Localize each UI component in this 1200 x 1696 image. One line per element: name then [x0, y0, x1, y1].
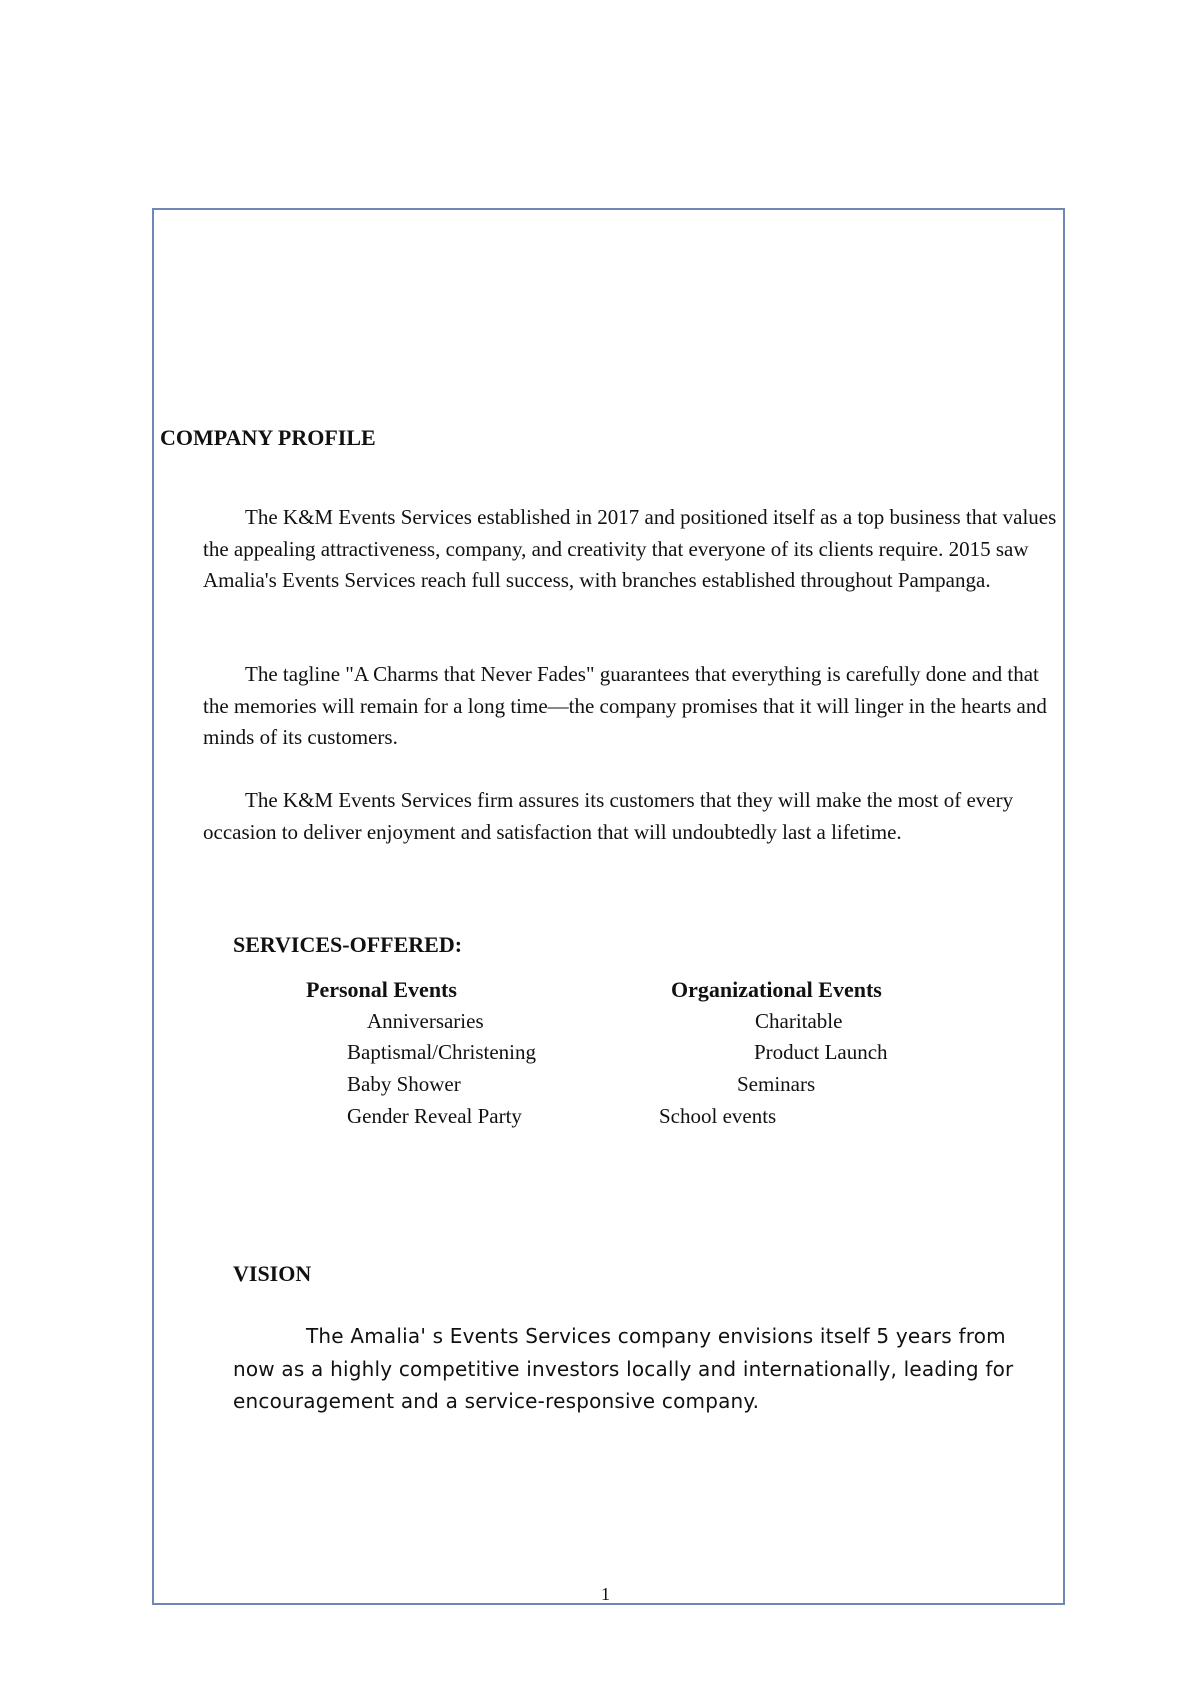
organizational-event-item: Product Launch — [754, 1040, 888, 1064]
personal-event-item: Baptismal/Christening — [347, 1040, 536, 1064]
page-number: 1 — [601, 1584, 610, 1604]
paragraph-1-text: The K&M Events Services established in 2017 and positioned itself as a top business that values the appealing attractiveness, company, and creativity that everyone of its clients require. 2015 saw Amalia's Events Services reach full success, with branches established throughout Pampanga. — [203, 505, 1057, 592]
organizational-event-item: School events — [659, 1104, 777, 1128]
vision-paragraph — [233, 1320, 1023, 1418]
page-title: COMPANY PROFILE — [160, 425, 376, 450]
personal-events-heading: Personal Events — [306, 977, 457, 1002]
personal-event-item: Gender Reveal Party — [347, 1104, 522, 1128]
personal-event-item: Anniversaries — [367, 1009, 484, 1033]
personal-event-item: Baby Shower — [347, 1072, 461, 1096]
organizational-event-item: Charitable — [755, 1009, 843, 1033]
vision-text: The Amalia' s Events Services company envisions itself 5 years from now as a highly competitive investors locally and internationally, leading for encouragement and a service-responsive company. — [233, 1324, 1014, 1413]
paragraph-2-text: The tagline "A Charms that Never Fades" guarantees that everything is carefully done and that the memories will remain for a long time—the company promises that it will linger in the hearts and minds of its customers. — [203, 662, 1047, 749]
paragraph-1 — [203, 502, 1063, 597]
organizational-event-item: Seminars — [737, 1072, 816, 1096]
services-heading: SERVICES-OFFERED: — [233, 932, 463, 957]
vision-heading: VISION — [233, 1261, 312, 1286]
paragraph-2 — [203, 659, 1063, 754]
paragraph-3 — [203, 785, 1063, 848]
organizational-events-heading: Organizational Events — [671, 977, 882, 1002]
paragraph-3-text: The K&M Events Services firm assures its customers that they will make the most of every occasion to deliver enjoyment and satisfaction that will undoubtedly last a lifetime. — [203, 788, 1014, 844]
